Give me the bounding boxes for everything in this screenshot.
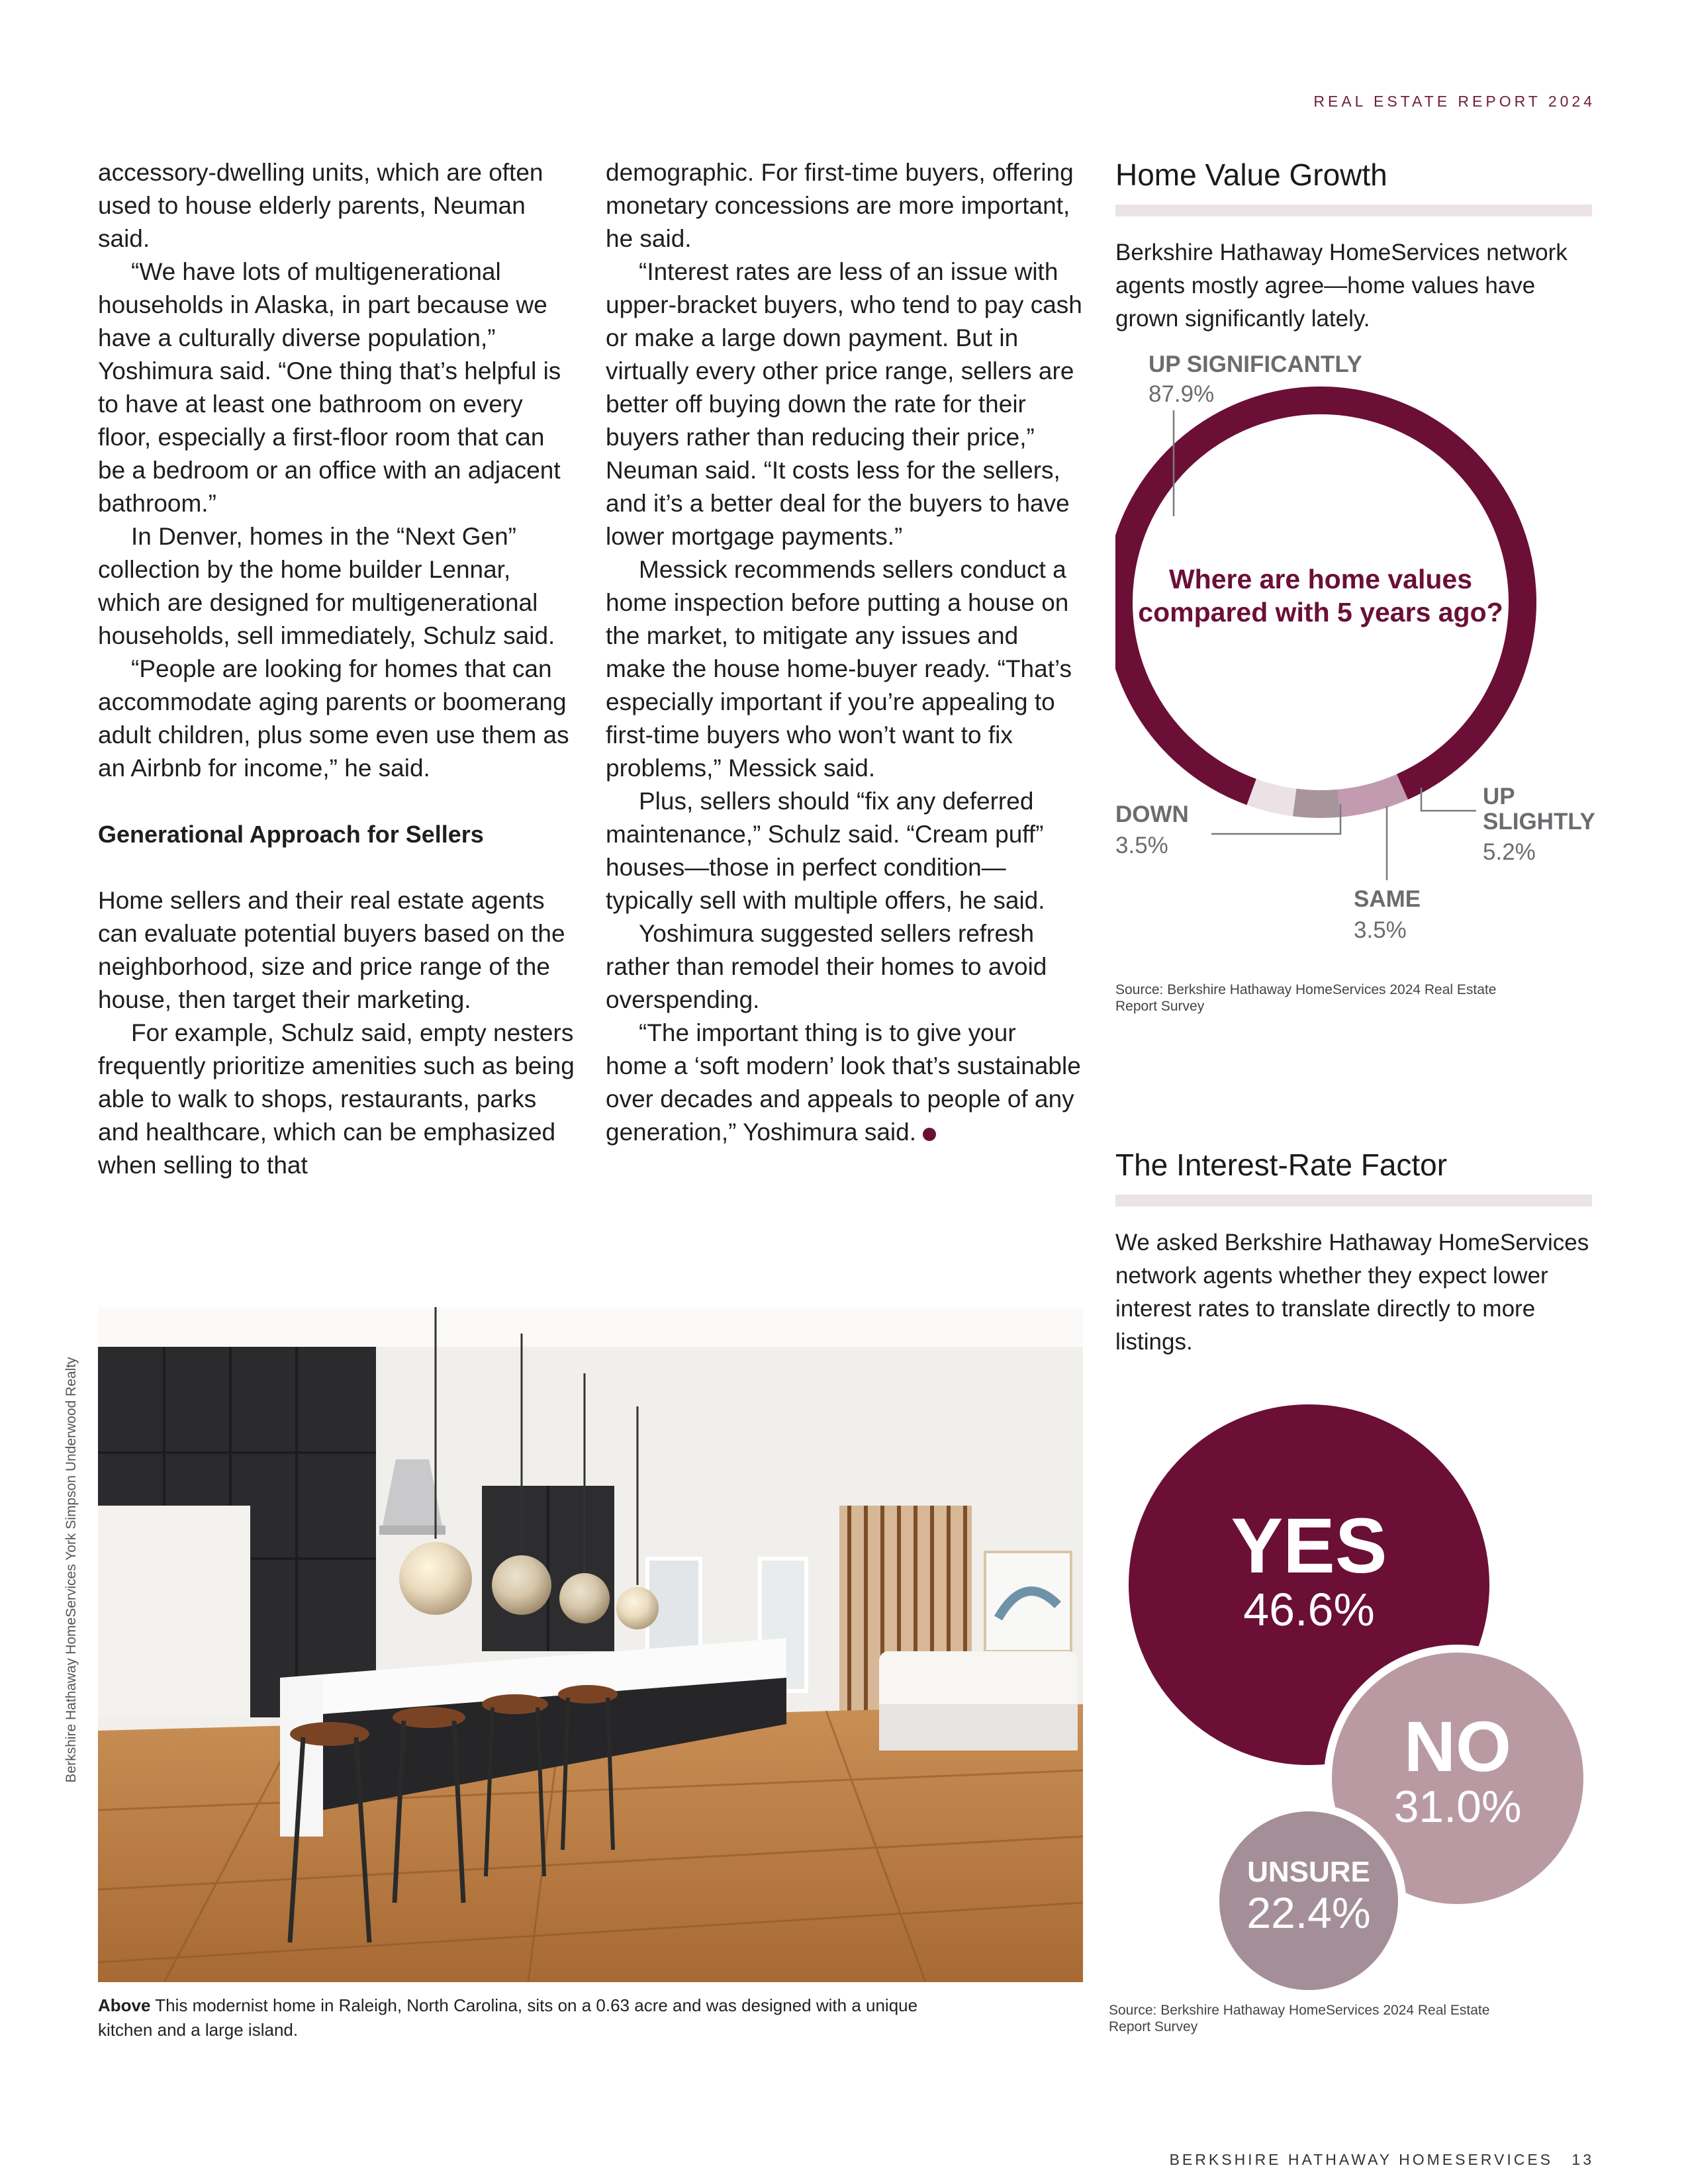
- home-value-source: Source: Berkshire Hathaway HomeServices 2024 Real Estate Report Survey: [1115, 982, 1497, 1014]
- end-mark-dot: [923, 1128, 936, 1141]
- photo-caption: [98, 1993, 959, 2042]
- body-paragraph: Plus, sellers should “fix any deferred maintenance,” Schulz said. “Cream puff” houses—those in perfect condition—typically sell with multiple offers, he said.: [606, 788, 1045, 914]
- body-paragraph: Yoshimura suggested sellers refresh rather than remodel their homes to avoid overspending.: [606, 920, 1047, 1013]
- label-up-significantly: UP SIGNIFICANTLY: [1149, 351, 1362, 377]
- interest-rate-section: [1115, 1146, 1592, 1359]
- donut-slice-down: [1252, 792, 1295, 803]
- caption-text: This modernist home in Raleigh, North Carolina, sits on a 0.63 acre and was designed with a unique kitchen and a large island.: [98, 1995, 918, 2040]
- bubble-unsure-value: 22.4%: [1246, 1888, 1371, 1937]
- kitchen-photo: [98, 1307, 1083, 1982]
- page-number: 13: [1571, 2151, 1594, 2168]
- value-down: 3.5%: [1115, 833, 1168, 858]
- body-paragraph: “People are looking for homes that can accommodate aging parents or boomerang adult children, plus some even use them as an Airbnb for income,” he said.: [98, 655, 569, 782]
- section-subhead: Generational Approach for Sellers: [98, 821, 484, 848]
- value-same: 3.5%: [1354, 917, 1407, 943]
- bubble-unsure-label: UNSURE: [1247, 1856, 1370, 1888]
- home-value-intro: Berkshire Hathaway HomeServices network agents mostly agree—home values have grown significantly lately.: [1115, 240, 1568, 332]
- value-up-slightly: 5.2%: [1483, 839, 1536, 865]
- body-paragraph: “We have lots of multigenerational households in Alaska, in part because we have a culturally diverse population,” Yoshimura said. “One thing that’s helpful is to have at least one bathroom on every floor, especially a first-floor room that can be a bedroom or an office with an adjacent bathroom.”: [98, 258, 561, 517]
- label-same: SAME: [1354, 886, 1421, 912]
- body-paragraph: For example, Schulz said, empty nesters frequently prioritize amenities such as being able to walk to shops, restaurants, parks and healthcare, which can be emphasized when selling to that: [98, 1019, 575, 1179]
- body-paragraph: demographic. For first-time buyers, offering monetary concessions are more important, he said.: [606, 159, 1074, 252]
- body-paragraph: In Denver, homes in the “Next Gen” collection by the home builder Lennar, which are designed for multigenerational households, sell immediately, Schulz said.: [98, 523, 555, 649]
- running-header: REAL ESTATE REPORT 2024: [1313, 93, 1595, 110]
- donut-slice-same: [1295, 802, 1339, 804]
- value-up-significantly: 87.9%: [1149, 381, 1215, 407]
- footer-publisher: BERKSHIRE HATHAWAY HOMESERVICES: [1169, 2151, 1554, 2168]
- body-paragraph: “Interest rates are less of an issue with upper-bracket buyers, who tend to pay cash or make a large down payment. But in virtually every other price range, sellers are better off buying down the rate for their buyers rather than reducing their price,” Neuman said. “It costs less for the sellers, and it’s a better deal for the buyers to have lower mortgage payments.”: [606, 258, 1082, 550]
- home-value-donut-chart: [1115, 344, 1605, 953]
- interest-rate-intro: We asked Berkshire Hathaway HomeServices network agents whether they expect lower interest rates to translate directly to more listings.: [1115, 1230, 1589, 1355]
- closing-quote-text: “The important thing is to give your home a ‘soft modern’ look that’s sustainable over decades and appeals to people of any generation,” Yoshimura said.: [606, 1019, 1081, 1146]
- kitchen-illustration: [98, 1307, 1083, 1982]
- caption-lead: Above: [98, 1995, 151, 2015]
- bubble-yes-label: YES: [1231, 1502, 1387, 1590]
- body-paragraph: Messick recommends sellers conduct a home inspection before putting a house on the market, to mitigate any issues and make the house home-buyer ready. “That’s especially important if you’re appealing to first-time buyers who won’t want to fix problems,” Messick said.: [606, 556, 1072, 782]
- section-rule: [1115, 205, 1592, 216]
- label-up-slightly: UP SLIGHTLY: [1483, 784, 1595, 835]
- bubble-no-value: 31.0%: [1393, 1782, 1522, 1832]
- bubble-yes-value: 46.6%: [1243, 1584, 1375, 1635]
- home-value-title: Home Value Growth: [1115, 158, 1387, 192]
- home-value-section: [1115, 156, 1592, 336]
- bubble-no-label: NO: [1404, 1706, 1511, 1786]
- donut-slice-up-slightly: [1339, 787, 1403, 803]
- interest-rate-source: Source: Berkshire Hathaway HomeServices 2024 Real Estate Report Survey: [1109, 2003, 1490, 2034]
- label-down: DOWN: [1115, 801, 1189, 827]
- article-column-2: [606, 156, 1082, 1149]
- donut-center-question: Where are home values compared with 5 years ago?: [1138, 564, 1503, 627]
- body-paragraph: accessory-dwelling units, which are often used to house elderly parents, Neuman said.: [98, 159, 543, 252]
- bubble-unsure: [1211, 1803, 1406, 1998]
- article-column-1: [98, 156, 575, 1182]
- body-paragraph: [606, 1017, 1082, 1149]
- section-rule: [1115, 1195, 1592, 1206]
- photo-credit: Berkshire Hathaway HomeServices York Simpson Underwood Realty: [64, 1357, 79, 1783]
- body-paragraph: Home sellers and their real estate agents can evaluate potential buyers based on the neighborhood, size and price range of the house, then target their marketing.: [98, 887, 565, 1013]
- leader-up-slightly: [1421, 788, 1476, 811]
- interest-rate-title: The Interest-Rate Factor: [1115, 1148, 1448, 1182]
- page-footer: [1170, 2151, 1594, 2169]
